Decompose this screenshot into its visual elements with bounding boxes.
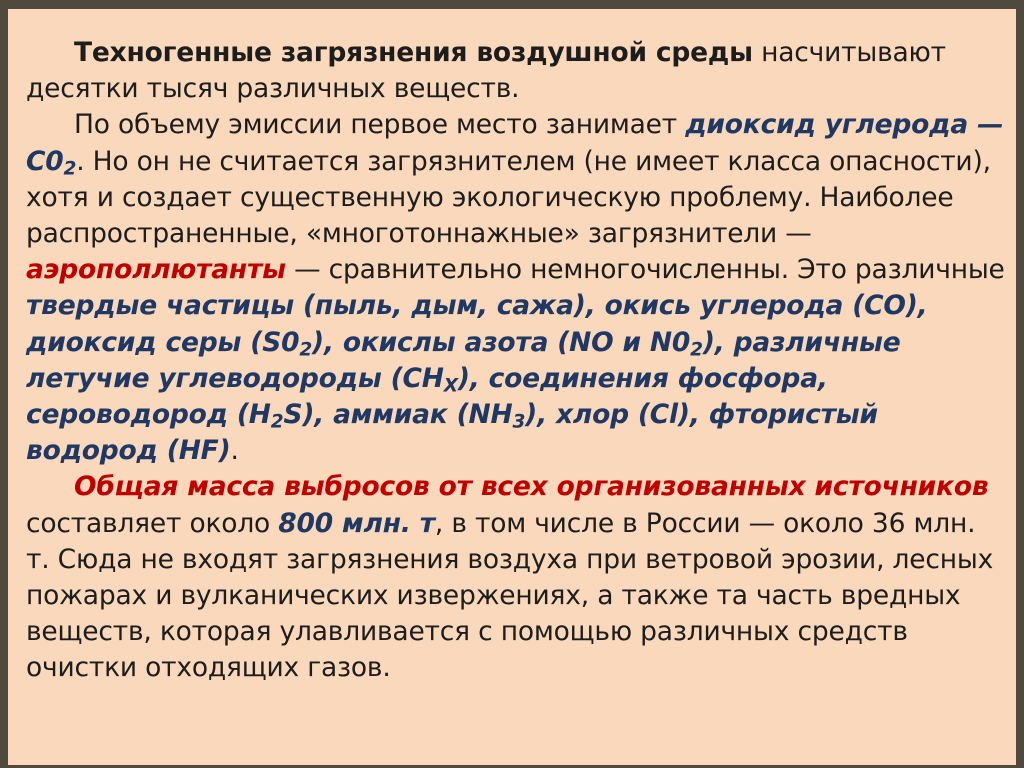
h2s-subscript: 2 — [270, 411, 284, 433]
paragraph-3-text-2: , в том числе в России — около 36 млн. т. Сюда не входят загрязнения воздуха при ветровой эрозии, лесных пожарах и вулканических извержениях, а также та часть вредных веществ, которая улавливается с помощью различных средств очистки отходящих газов. — [26, 507, 994, 684]
pollutants-list-highlight — [26, 290, 928, 466]
no2-subscript: 2 — [690, 339, 703, 361]
so2-subscript: 2 — [299, 339, 313, 361]
co2-subscript: 2 — [63, 158, 77, 180]
slide-background — [8, 9, 1016, 765]
paragraph-2 — [26, 107, 1006, 469]
text-body — [26, 35, 1006, 687]
pollutants-text-3: ), различные летучие углеводороды (СН — [26, 326, 901, 394]
pollutants-text-5: S), аммиак (NH — [283, 399, 513, 431]
paragraph-1-text: насчитывают десятки тысяч различных веществ. — [26, 37, 946, 105]
paragraph-2-text-1: По объему эмиссии первое место занимает — [74, 109, 686, 141]
pollutants-text-6: ), хлор (Cl), фтористый водород (HF) — [26, 399, 878, 467]
pollutants-text-1: твердые частицы (пыль, дым, сажа), окись углерода (СО), диоксид серы (S0 — [26, 290, 928, 358]
total-emissions-highlight: Общая масса выбросов от всех организованных источников — [74, 471, 989, 503]
paragraph-1-bold-intro: Техногенные загрязнения воздушной среды — [74, 37, 753, 68]
paragraph-3-text-1: составляет около — [26, 507, 279, 539]
paragraph-2-text-2: . Но он не считается загрязнителем (не имеет класса опасности), хотя и создает существенную экологическую проблему. Наиболее распространенные, «многотоннажные» загрязнители — — [26, 145, 991, 250]
paragraph-1 — [26, 35, 1006, 107]
paragraph-2-text-3: — сравнительно немногочисленны. Это различные — [285, 254, 1005, 286]
paragraph-3 — [26, 469, 1006, 686]
pollutants-text-2: ), окислы азота (NO и N0 — [312, 326, 691, 358]
chx-subscript: X — [443, 375, 458, 397]
nh3-subscript: 3 — [512, 411, 526, 433]
aeropollutants-highlight: аэрополлютанты — [26, 254, 286, 286]
emissions-amount-highlight: 800 млн. т — [278, 507, 435, 539]
pollutants-text-4: ), соединения фосфора, сероводород (H — [26, 362, 828, 431]
paragraph-2-text-4: . — [230, 435, 239, 467]
co2-text: диоксид углерода — С0 — [26, 109, 1004, 177]
